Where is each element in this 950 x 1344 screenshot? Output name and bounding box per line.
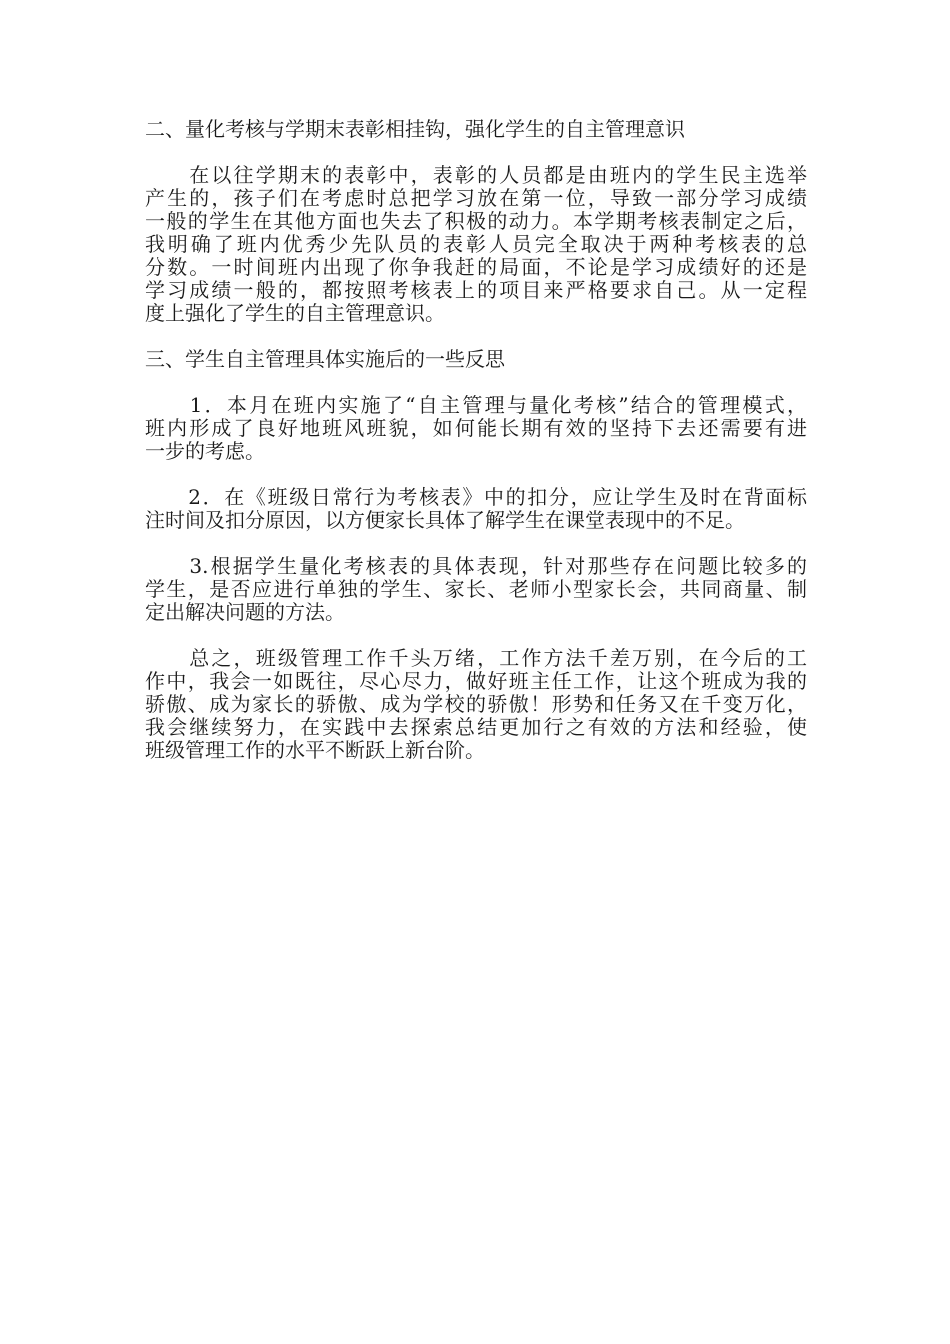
- paragraph-line: 产生的，孩子们在考虑时总把学习放在第一位，导致一部分学习成绩: [145, 186, 807, 210]
- paragraph-line: 班内形成了良好地班风班貌，如何能长期有效的坚持下去还需要有进: [145, 416, 807, 440]
- spacer: [145, 532, 807, 555]
- paragraph-line: 骄傲、成为家长的骄傲、成为学校的骄傲！形势和任务又在千变万化，: [145, 692, 807, 716]
- paragraph-line: 1．本月在班内实施了“自主管理与量化考核”结合的管理模式，: [145, 393, 807, 417]
- reflection-item-3: [145, 555, 807, 624]
- paragraph-line: 总之，班级管理工作千头万绪，工作方法千差万别，在今后的工: [145, 646, 807, 670]
- paragraph-line: 我会继续努力，在实践中去探索总结更加行之有效的方法和经验，使: [145, 715, 807, 739]
- paragraph-line: 分数。一时间班内出现了你争我赶的局面，不论是学习成绩好的还是: [145, 255, 807, 279]
- paragraph-line: 注时间及扣分原因，以方便家长具体了解学生在课堂表现中的不足。: [145, 508, 745, 532]
- paragraph-line: 定出解决问题的方法。: [145, 600, 345, 624]
- paragraph-line: 学生，是否应进行单独的学生、家长、老师小型家长会，共同商量、制: [145, 577, 807, 601]
- paragraph-line: 学习成绩一般的，都按照考核表上的项目来严格要求自己。从一定程: [145, 278, 807, 302]
- spacer: [145, 463, 807, 486]
- reflection-item-2: [145, 486, 807, 532]
- paragraph-line: 3.根据学生量化考核表的具体表现，针对那些存在问题比较多的: [145, 554, 807, 578]
- spacer: [145, 325, 807, 348]
- paragraph-line: 我明确了班内优秀少先队员的表彰人员完全取决于两种考核表的总: [145, 232, 807, 256]
- paragraph-line: 一步的考虑。: [145, 439, 265, 463]
- paragraph-line: 度上强化了学生的自主管理意识。: [145, 301, 445, 325]
- paragraph-line: 作中，我会一如既往，尽心尽力，做好班主任工作，让这个班成为我的: [145, 669, 807, 693]
- paragraph-line: 一般的学生在其他方面也失去了积极的动力。本学期考核表制定之后，: [145, 209, 807, 233]
- section-3-heading: 三、学生自主管理具体实施后的一些反思: [145, 347, 505, 371]
- paragraph-line: 班级管理工作的水平不断跃上新台阶。: [145, 738, 485, 762]
- spacer: [145, 371, 807, 394]
- section-2-heading: 二、量化考核与学期末表彰相挂钩，强化学生的自主管理意识: [145, 117, 685, 141]
- reflection-item-1: [145, 394, 807, 463]
- paragraph-line: 2．在《班级日常行为考核表》中的扣分，应让学生及时在背面标: [145, 485, 807, 509]
- section-2-paragraph: [145, 164, 807, 325]
- spacer: [145, 624, 807, 647]
- spacer: [145, 141, 807, 164]
- paragraph-line: 在以往学期末的表彰中，表彰的人员都是由班内的学生民主选举: [145, 163, 807, 187]
- conclusion-paragraph: [145, 647, 807, 762]
- document-body: [145, 118, 807, 762]
